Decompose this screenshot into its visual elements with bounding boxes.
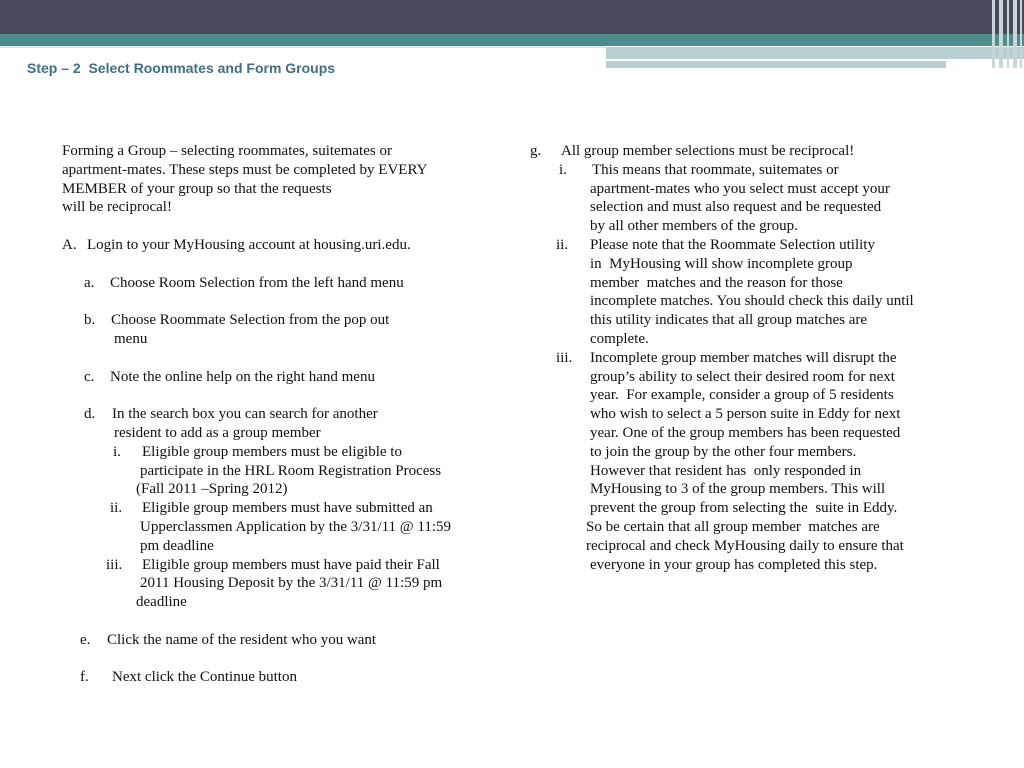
- sub-item-text: this utility indicates that all group matches are: [590, 312, 868, 329]
- intro-line: Forming a Group – selecting roommates, suitemates or: [62, 143, 392, 159]
- list-marker: ii.: [556, 236, 569, 253]
- list-item-c: [62, 368, 517, 387]
- list-item-a: [62, 274, 517, 293]
- sub-item-iii: [530, 349, 1000, 368]
- sub-item-text: 2011 Housing Deposit by the 3/31/11 @ 11:59 pm: [140, 575, 443, 592]
- sub-item-text: This means that roommate, suitemates or: [592, 161, 839, 178]
- sub-item-text: deadline: [136, 594, 187, 611]
- sub-item-text: MyHousing to 3 of the group members. This will: [590, 481, 886, 498]
- sub-item-text: Incomplete group member matches will disrupt the: [590, 349, 897, 366]
- sub-item-iii: [62, 556, 517, 575]
- sub-item-text: group’s ability to select their desired room for next: [590, 368, 895, 385]
- list-item-text: menu: [114, 330, 148, 347]
- sub-item-text: member matches and the reason for those: [590, 274, 843, 291]
- list-item-d: [62, 405, 517, 424]
- sub-item-i: [62, 443, 517, 462]
- intro-line: MEMBER of your group so that the requests: [62, 180, 332, 197]
- header-stripes-decoration: [990, 0, 1024, 68]
- list-item-text: Note the online help on the right hand menu: [110, 368, 375, 385]
- list-item-e: [62, 631, 517, 650]
- list-marker: iii.: [106, 556, 123, 573]
- sub-item-text: to join the group by the other four members.: [590, 443, 857, 460]
- list-marker: f.: [80, 669, 89, 686]
- list-marker: i.: [559, 161, 567, 178]
- header-accent-bar-thin: [606, 61, 946, 68]
- sub-item-text: pm deadline: [140, 537, 214, 554]
- sub-item-text: in MyHousing will show incomplete group: [590, 255, 853, 272]
- intro-line: will be reciprocal!: [62, 199, 172, 216]
- right-column: [530, 142, 1000, 574]
- header-divider-line: [0, 46, 606, 48]
- list-marker: A.: [62, 236, 77, 253]
- list-item-text: In the search box you can search for another: [112, 406, 378, 423]
- left-column: [62, 142, 517, 687]
- sub-item-i: [530, 161, 1000, 180]
- sub-item-text: year. One of the group members has been requested: [590, 424, 901, 441]
- sub-item-ii: [62, 499, 517, 518]
- step-a-text: Login to your MyHousing account at housing.uri.edu.: [87, 236, 411, 253]
- list-item-text: Choose Room Selection from the left hand menu: [110, 274, 404, 291]
- list-marker: ii.: [110, 500, 123, 517]
- sub-item-text: (Fall 2011 –Spring 2012): [136, 481, 288, 498]
- sub-item-ii: [530, 236, 1000, 255]
- list-marker: c.: [84, 368, 95, 385]
- sub-item-text: prevent the group from selecting the suite in Eddy.: [590, 500, 898, 517]
- sub-item-text: Eligible group members must be eligible to: [142, 443, 402, 460]
- sub-item-text: who wish to select a 5 person suite in Eddy for next: [590, 406, 901, 423]
- list-item-text: Next click the Continue button: [112, 669, 297, 686]
- list-item-text: All group member selections must be reciprocal!: [561, 143, 855, 159]
- list-marker: iii.: [556, 349, 573, 366]
- list-marker: a.: [84, 274, 95, 291]
- header-teal-band: [0, 34, 1024, 46]
- sub-item-text: So be certain that all group member matches are: [586, 518, 880, 535]
- sub-item-text: participate in the HRL Room Registration Process: [140, 462, 442, 479]
- sub-item-text: Please note that the Roommate Selection utility: [590, 236, 875, 253]
- header-accent-bar: [606, 47, 1024, 59]
- sub-item-text: by all other members of the group.: [590, 218, 798, 235]
- list-item-f: [62, 668, 517, 687]
- list-marker: d.: [84, 406, 96, 423]
- list-marker: e.: [80, 631, 91, 648]
- list-item-text: resident to add as a group member: [114, 424, 321, 441]
- sub-item-text: reciprocal and check MyHousing daily to ensure that: [586, 537, 904, 554]
- list-marker: b.: [84, 312, 96, 329]
- intro-line: apartment-mates. These steps must be completed by EVERY: [62, 161, 428, 178]
- list-item-text: Choose Roommate Selection from the pop out: [111, 312, 390, 329]
- sub-item-text: year. For example, consider a group of 5 residents: [590, 387, 894, 404]
- sub-item-text: Eligible group members must have paid their Fall: [142, 556, 440, 573]
- step-a-item: [62, 236, 517, 255]
- sub-item-text: everyone in your group has completed this step.: [590, 556, 878, 573]
- sub-item-text: incomplete matches. You should check this daily until: [590, 293, 914, 310]
- sub-item-text: Upperclassmen Application by the 3/31/11 @ 11:59: [140, 518, 451, 535]
- list-item-text: Click the name of the resident who you want: [107, 631, 377, 648]
- list-item-g: [530, 142, 1000, 161]
- sub-item-text: However that resident has only responded in: [590, 462, 862, 479]
- sub-item-text: complete.: [590, 330, 649, 347]
- sub-item-text: apartment-mates who you select must accept your: [590, 180, 890, 197]
- header-dark-band: [0, 0, 1024, 34]
- list-marker: g.: [530, 143, 542, 159]
- list-item-b: [62, 311, 517, 330]
- sub-item-text: selection and must also request and be requested: [590, 199, 882, 216]
- sub-item-text: Eligible group members must have submitted an: [142, 500, 433, 517]
- list-marker: i.: [113, 443, 121, 460]
- slide-title: Step – 2 Select Roommates and Form Groups: [27, 60, 336, 76]
